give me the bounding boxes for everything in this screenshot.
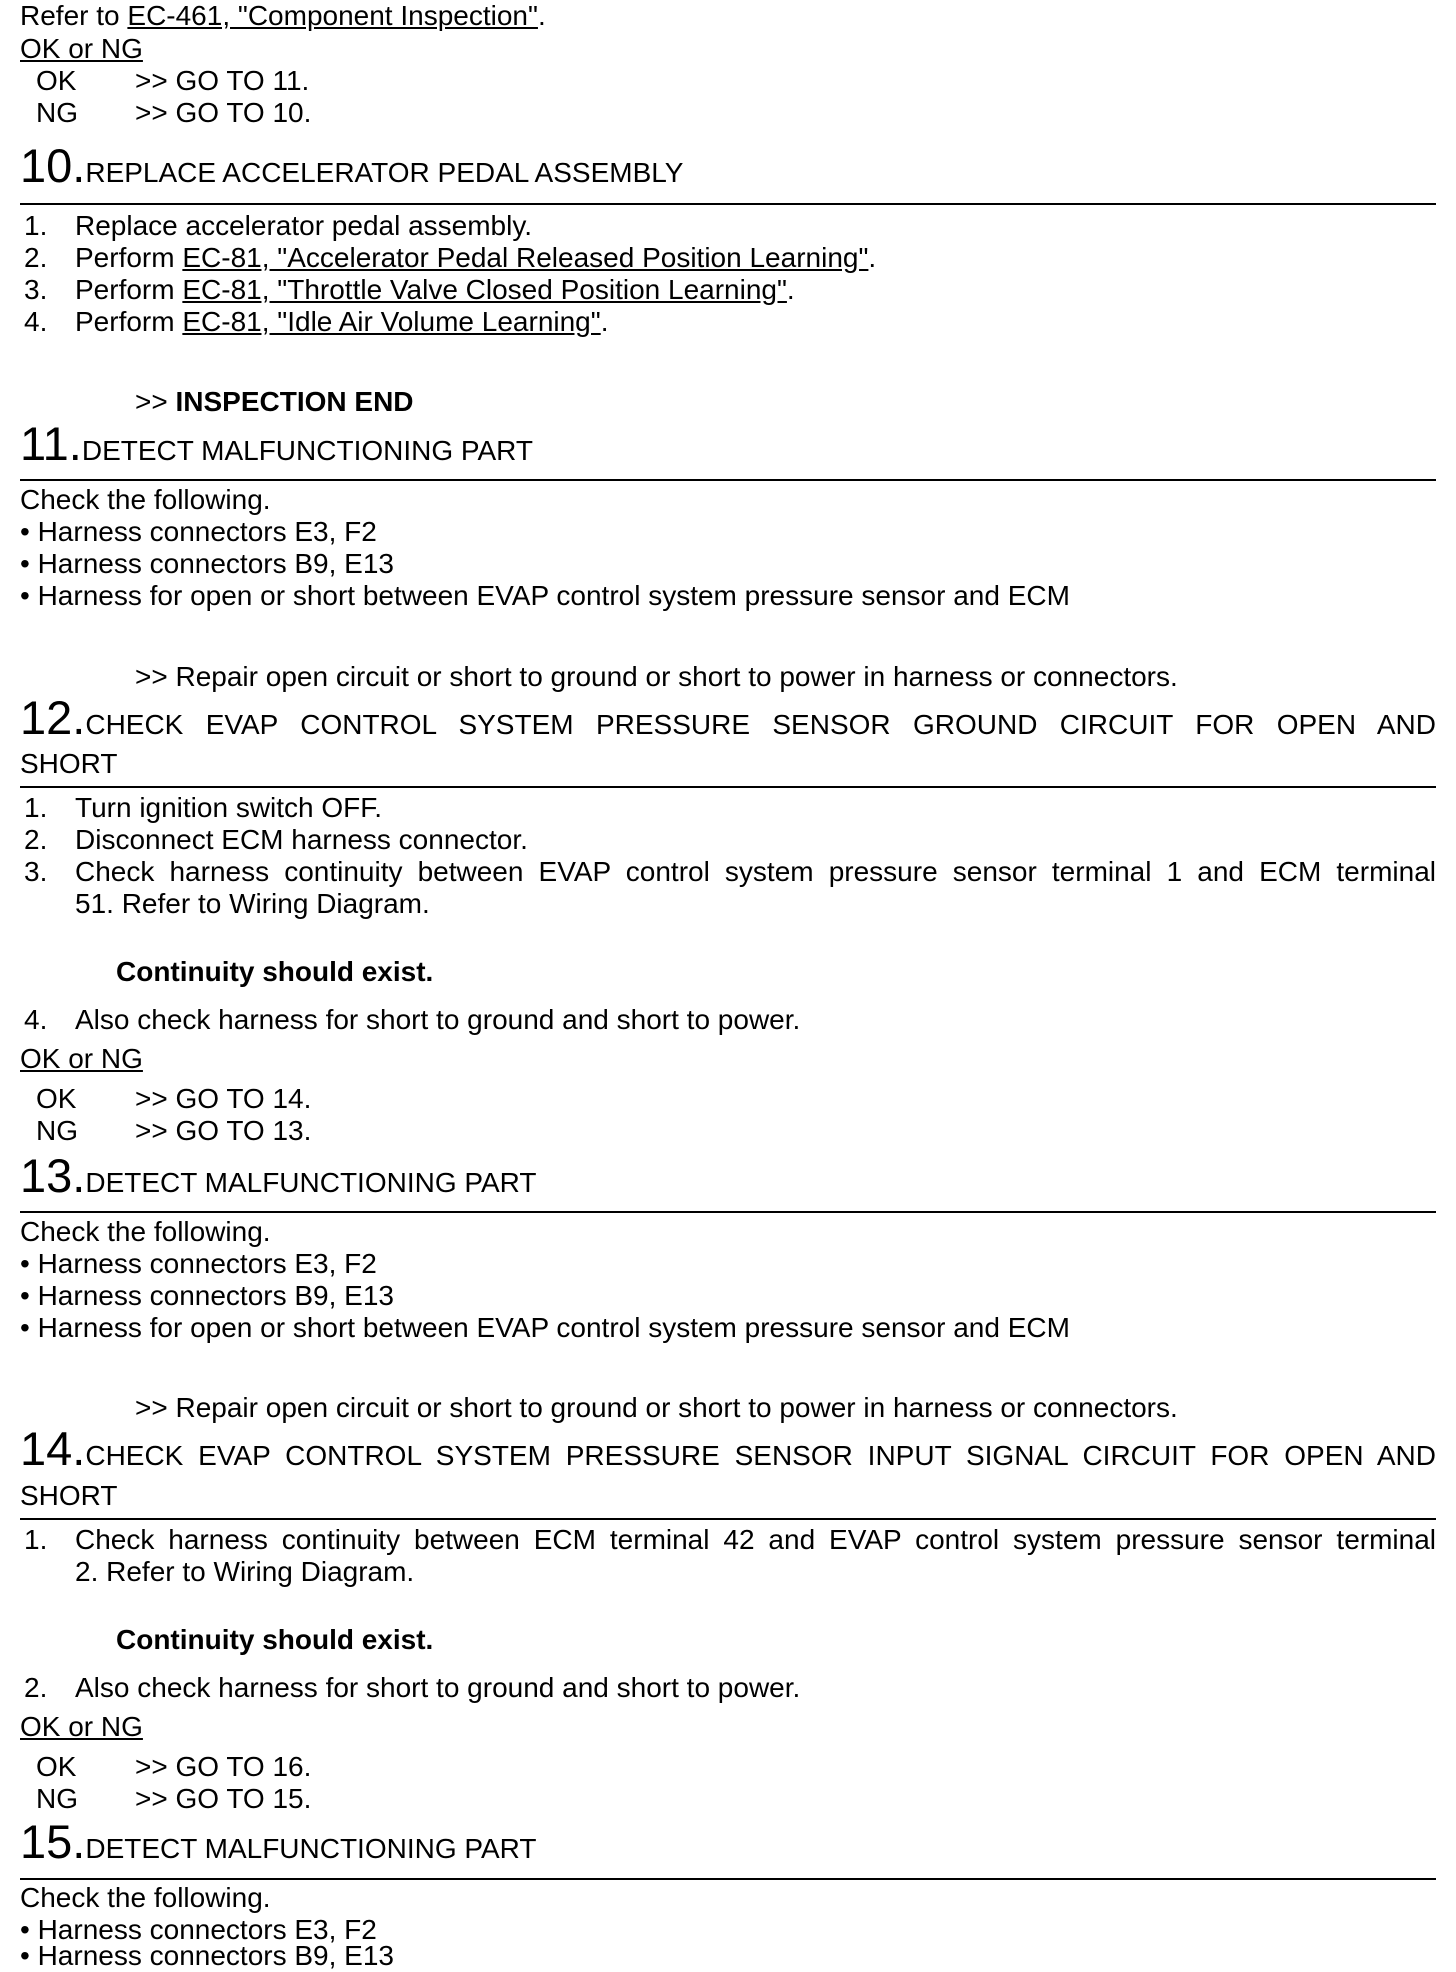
check-intro: Check the following. [20,484,271,515]
step-title: DETECT MALFUNCTIONING PART [85,1167,537,1198]
step-title-cont: SHORT [20,748,118,779]
divider [20,786,1436,788]
result-ok-action: >> GO TO 11. [135,65,310,96]
list-item: Disconnect ECM harness connector. [75,824,528,855]
result-ng-action: >> GO TO 15. [135,1783,312,1814]
step-10-heading [20,139,1436,192]
ok-or-ng-heading: OK or NG [20,1043,143,1074]
bullet-item: • Harness for open or short between EVAP control system pressure sensor and ECM [20,580,1070,611]
step-number: 15. [20,1815,86,1868]
list-number: 4. [24,1004,48,1035]
refer-prefix: Refer to [20,0,128,31]
bullet-item: • Harness connectors B9, E13 [20,1280,394,1311]
list-number: 1. [24,792,48,823]
list-number: 2. [24,1672,48,1703]
bullet-item: • Harness connectors E3, F2 [20,516,377,547]
bullet-item: • Harness connectors E3, F2 [20,1248,377,1279]
spec-note: Continuity should exist. [116,956,434,987]
list-item: Also check harness for short to ground and short to power. [75,1672,801,1703]
step-number: 14. [20,1422,86,1475]
refer-suffix: . [537,0,546,31]
result-ok-label: OK [36,65,77,96]
bullet-item: • Harness for open or short between EVAP control system pressure sensor and ECM [20,1312,1070,1343]
ok-or-ng-heading: OK or NG [20,33,143,64]
step-title: DETECT MALFUNCTIONING PART [81,435,534,466]
step-title: DETECT MALFUNCTIONING PART [85,1833,537,1864]
repair-action: >> Repair open circuit or short to ground or short to power in harness or connectors. [135,1392,1178,1423]
result-ok-action: >> GO TO 16. [135,1751,312,1782]
result-ng-label: NG [36,1783,78,1814]
divider [20,203,1436,205]
inspection-end: >> INSPECTION END [135,386,414,417]
step-number: 10. [20,139,86,192]
refer-line [20,0,546,32]
divider [20,1878,1436,1880]
link-idle-air-volume-learning[interactable]: EC-81, "Idle Air Volume Learning" [182,306,601,337]
check-intro: Check the following. [20,1216,271,1247]
step-15-heading [20,1815,1436,1868]
list-number: 2. [24,242,48,273]
result-ng-label: NG [36,97,78,128]
step-13-heading [20,1149,1436,1202]
step-title: REPLACE ACCELERATOR PEDAL ASSEMBLY [85,157,684,188]
list-item: Perform EC-81, "Accelerator Pedal Released Position Learning". [75,242,877,273]
list-item-cont: 51. Refer to Wiring Diagram. [75,888,430,919]
step-14-heading [20,1422,1436,1475]
bullet-item: • Harness connectors B9, E13 [20,1940,394,1971]
result-ng-action: >> GO TO 13. [135,1115,312,1146]
ok-or-ng-heading: OK or NG [20,1711,143,1742]
list-number: 2. [24,824,48,855]
list-item: Replace accelerator pedal assembly. [75,210,533,241]
list-number: 4. [24,306,48,337]
list-item: Check harness continuity between ECM terminal 42 and EVAP control system pressure sensor terminal [75,1524,1436,1555]
step-number: 12. [20,691,86,744]
list-item: Perform EC-81, "Idle Air Volume Learning". [75,306,609,337]
step-number: 11. [20,417,82,470]
result-ok-action: >> GO TO 14. [135,1083,312,1114]
step-title: CHECK EVAP CONTROL SYSTEM PRESSURE SENSOR GROUND CIRCUIT FOR OPEN AND [85,709,1436,740]
result-ng-label: NG [36,1115,78,1146]
list-item: Also check harness for short to ground and short to power. [75,1004,801,1035]
list-number: 1. [24,210,48,241]
step-title: CHECK EVAP CONTROL SYSTEM PRESSURE SENSOR INPUT SIGNAL CIRCUIT FOR OPEN AND [85,1440,1436,1471]
list-item: Turn ignition switch OFF. [75,792,383,823]
step-number: 13. [20,1149,86,1202]
list-item: Check harness continuity between EVAP control system pressure sensor terminal 1 and ECM terminal [75,856,1436,887]
step-12-heading [20,691,1436,744]
divider [20,1518,1436,1520]
bullet-item: • Harness connectors B9, E13 [20,548,394,579]
refer-link-ec461[interactable]: EC-461, "Component Inspection" [127,0,538,31]
bullet-item: • Harness connectors E3, F2 [20,1914,377,1945]
link-throttle-valve-learning[interactable]: EC-81, "Throttle Valve Closed Position Learning" [182,274,787,305]
divider [20,479,1436,481]
link-accelerator-pedal-learning[interactable]: EC-81, "Accelerator Pedal Released Position Learning" [182,242,869,273]
list-item: Perform EC-81, "Throttle Valve Closed Position Learning". [75,274,795,305]
list-number: 3. [24,274,48,305]
result-ok-label: OK [36,1083,77,1114]
check-intro: Check the following. [20,1882,271,1913]
list-number: 3. [24,856,48,887]
spec-note: Continuity should exist. [116,1624,434,1655]
list-number: 1. [24,1524,48,1555]
divider [20,1211,1436,1213]
result-ng-action: >> GO TO 10. [135,97,312,128]
result-ok-label: OK [36,1751,77,1782]
step-title-cont: SHORT [20,1480,118,1511]
step-11-heading [20,417,1436,470]
repair-action: >> Repair open circuit or short to ground or short to power in harness or connectors. [135,661,1178,692]
list-item-cont: 2. Refer to Wiring Diagram. [75,1556,415,1587]
